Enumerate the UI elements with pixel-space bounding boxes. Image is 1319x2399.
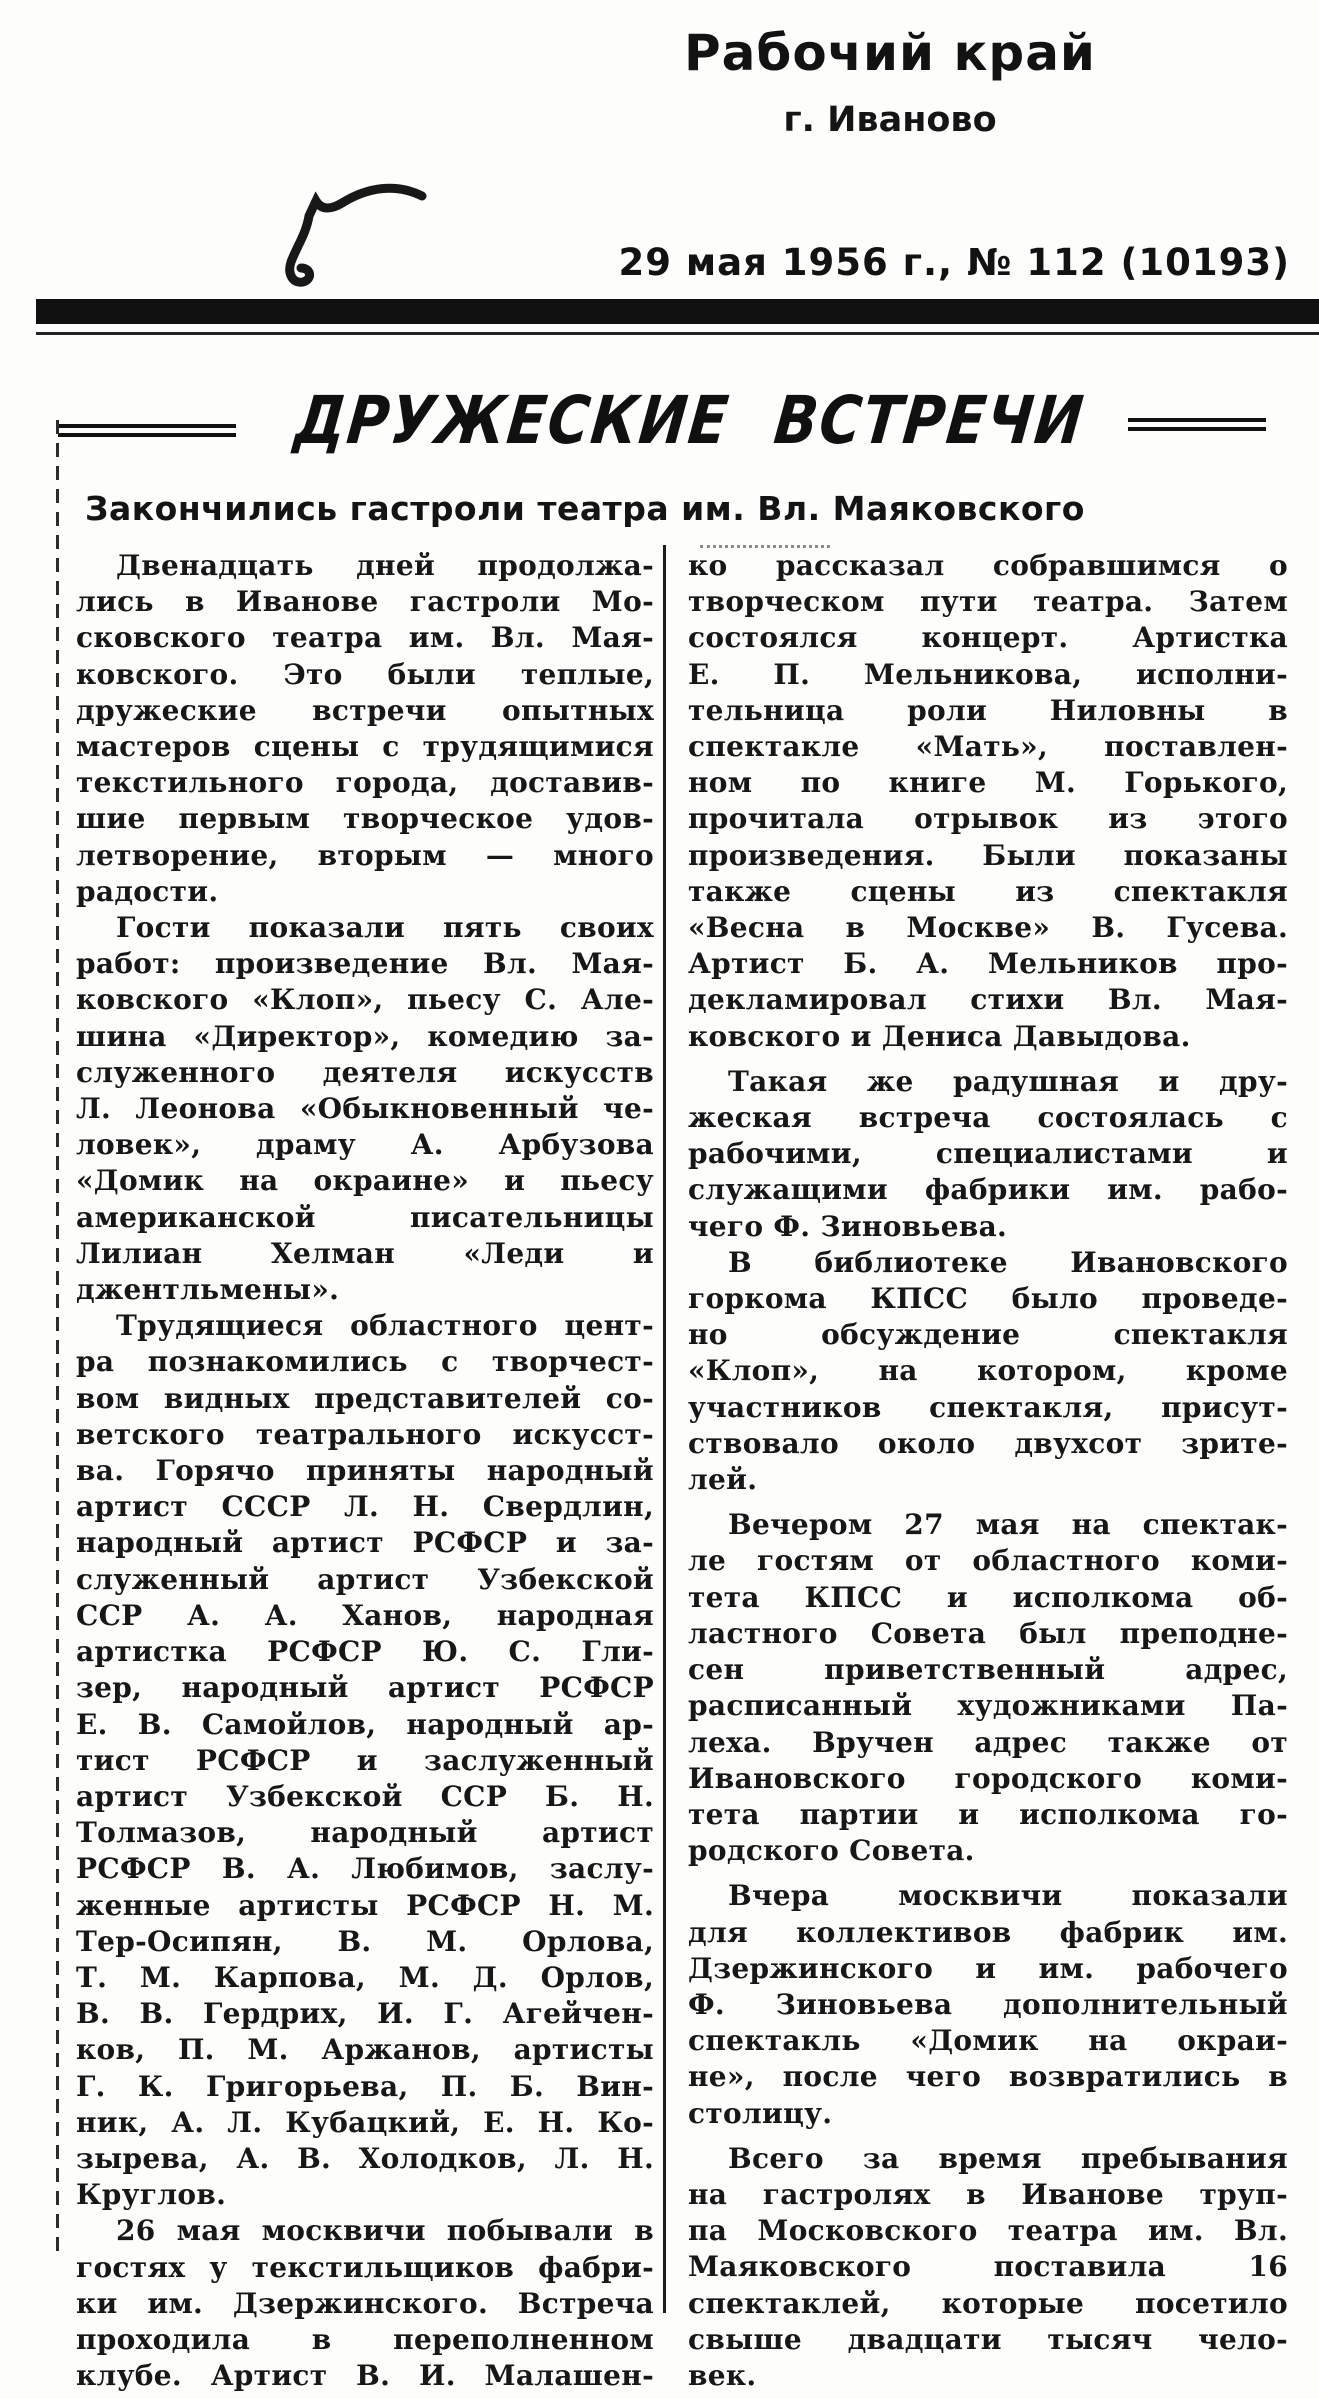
text-line: па Московского театра им. Вл.: [688, 2214, 1288, 2248]
text-line: чего Ф. Зиновьева.: [688, 1209, 1008, 1243]
text-line: ков, П. М. Аржанов, артисты: [76, 2033, 654, 2067]
text-line: гостях у текстильщиков фабри-: [76, 2250, 654, 2284]
text-line: Круглов.: [76, 2178, 227, 2212]
text-line: артистка РСФСР Ю. С. Гли-: [76, 1635, 654, 1669]
text-line: «Домик на окраине» и пьесу: [76, 1164, 654, 1198]
text-line: Лилиан Хелман «Леди и: [76, 1236, 654, 1270]
text-line: мастеров сцены с трудящимися: [76, 730, 654, 764]
text-line: Ивановского городского коми-: [688, 1761, 1288, 1795]
text-line: Маяковского поставила 16: [688, 2250, 1288, 2284]
text-line: «Клоп», на котором, кроме: [688, 1354, 1288, 1388]
text-line: ковского «Клоп», пьесу С. Але-: [76, 983, 654, 1017]
text-line: зер, народный артист РСФСР: [76, 1671, 654, 1705]
text-line: Т. М. Карпова, М. Д. Орлов,: [76, 1960, 654, 1994]
text-line: артист Узбекской ССР Б. Н.: [76, 1779, 654, 1813]
text-line: служенного деятеля искусств: [76, 1055, 654, 1089]
divider-bar-thick: [36, 299, 1319, 324]
text-line: ва. Горячо приняты народный: [76, 1454, 654, 1488]
text-line: джентльмены».: [76, 1273, 340, 1307]
text-line: декламировал стихи Вл. Мая-: [688, 983, 1288, 1017]
newspaper-city: г. Иваново: [783, 100, 997, 140]
text-line: артист СССР Л. Н. Свердлин,: [76, 1490, 654, 1524]
text-line: ловек», драму А. Арбузова: [76, 1128, 654, 1162]
text-line: шина «Директор», комедию за-: [76, 1019, 654, 1053]
text-line: Трудящиеся областного цент-: [116, 1309, 654, 1343]
text-line: вом видных представителей со-: [76, 1381, 654, 1415]
text-line: тета партии и исполкома го-: [688, 1797, 1288, 1831]
text-line: В библиотеке Ивановского: [728, 1245, 1288, 1279]
text-line: служенный артист Узбекской: [76, 1562, 654, 1596]
text-line: столицу.: [688, 2096, 833, 2130]
text-line: не», после чего возвратились в: [688, 2060, 1288, 2094]
text-line: ра познакомились с творчест-: [76, 1345, 654, 1379]
text-line: ном по книге М. Горького,: [688, 766, 1288, 800]
headline-rule-left: [58, 424, 236, 437]
text-line: Г. К. Григорьева, П. Б. Вин-: [76, 2069, 654, 2103]
text-line: свыше двадцати тысяч чело-: [688, 2322, 1288, 2356]
newspaper-title: Рабочий край: [684, 24, 1096, 82]
text-line: состоялся концерт. Артистка: [688, 621, 1288, 655]
text-line: ко рассказал собравшимся о: [688, 549, 1288, 582]
clipping-edge-line: [56, 420, 59, 2260]
text-line: 26 мая москвичи побывали в: [116, 2214, 654, 2248]
article-column-right: [688, 548, 1288, 2394]
text-line: Вчера москвичи показали: [728, 1879, 1288, 1913]
text-line: ковского. Это были теплые,: [76, 657, 654, 691]
column-divider-rule: [663, 545, 666, 2313]
text-line: Всего за время пребывания: [728, 2141, 1288, 2175]
text-line: Тер-Осипян, В. М. Орлова,: [76, 1924, 654, 1958]
text-line: также сцены из спектакля: [688, 874, 1288, 908]
text-line: лей.: [688, 1463, 758, 1497]
text-line: Вечером 27 мая на спектак-: [728, 1508, 1288, 1542]
text-line: Двенадцать дней продолжа-: [116, 549, 654, 582]
text-line: ник, А. Л. Кубацкий, Е. Н. Ко-: [76, 2105, 654, 2139]
divider-line-thin: [36, 332, 1319, 335]
text-line: РСФСР В. А. Любимов, заслу-: [76, 1852, 654, 1886]
subheadline: Закончились гастроли театра им. Вл. Маяковского: [85, 489, 1085, 528]
issue-dateline: 29 мая 1956 г., № 112 (10193): [618, 241, 1290, 284]
text-line: дружеские встречи опытных: [76, 693, 654, 727]
text-line: ковского и Дениса Давыдова.: [688, 1019, 1191, 1053]
text-line: текстильного города, доставив-: [76, 766, 654, 800]
text-line: Такая же радушная и дру-: [728, 1064, 1288, 1098]
text-line: Гости показали пять своих: [116, 911, 654, 945]
text-line: народный артист РСФСР и за-: [76, 1526, 654, 1560]
text-line: сен приветственный адрес,: [688, 1653, 1288, 1687]
text-line: сковского театра им. Вл. Мая-: [76, 621, 654, 655]
text-line: горкома КПСС было проведе-: [688, 1282, 1288, 1316]
text-line: родского Совета.: [688, 1834, 975, 1868]
text-line: Е. П. Мельникова, исполни-: [688, 657, 1288, 691]
text-line: работ: произведение Вл. Мая-: [76, 947, 654, 981]
text-line: произведения. Были показаны: [688, 838, 1288, 872]
text-line: участников спектакля, присут-: [688, 1390, 1288, 1424]
text-line: век.: [688, 2358, 757, 2392]
text-line: но обсуждение спектакля: [688, 1318, 1288, 1352]
text-line: шие первым творческое удов-: [76, 802, 654, 836]
text-line: тельница роли Ниловны в: [688, 693, 1288, 727]
text-line: зырева, А. В. Холодков, Л. Н.: [76, 2141, 654, 2175]
headline-rule-right: [1128, 418, 1266, 431]
text-line: творческом пути театра. Затем: [688, 585, 1288, 619]
text-line: Толмазов, народный артист: [76, 1816, 654, 1850]
text-line: спектаклей, которые посетило: [688, 2286, 1288, 2320]
text-line: прочитала отрывок из этого: [688, 802, 1288, 836]
text-line: расписанный художниками Па-: [688, 1689, 1288, 1723]
text-line: женные артисты РСФСР Н. М.: [76, 1888, 654, 1922]
text-line: Дзержинского и им. рабочего: [688, 1951, 1288, 1985]
text-line: спектакле «Мать», поставлен-: [688, 730, 1288, 764]
text-line: на гастролях в Иванове труп-: [688, 2177, 1288, 2211]
text-line: жеская встреча состоялась с: [688, 1101, 1288, 1135]
text-line: лись в Иванове гастроли Мо-: [76, 585, 654, 619]
text-line: «Весна в Москве» В. Гусева.: [688, 911, 1288, 945]
text-line: тист РСФСР и заслуженный: [76, 1743, 654, 1777]
text-line: ветского театрального искусст-: [76, 1417, 654, 1451]
text-line: клубе. Артист В. И. Малашен-: [76, 2359, 654, 2393]
text-line: радости.: [76, 874, 219, 908]
text-line: Е. В. Самойлов, народный ар-: [76, 1707, 654, 1741]
text-line: ки им. Дзержинского. Встреча: [76, 2286, 654, 2320]
text-line: американской писательницы: [76, 1200, 654, 1234]
text-line: для коллективов фабрик им.: [688, 1915, 1288, 1949]
text-line: ластного Совета был преподне-: [688, 1616, 1288, 1650]
text-line: В. В. Гердрих, И. Г. Агейчен-: [76, 1997, 654, 2031]
text-line: тета КПСС и исполкома об-: [688, 1580, 1288, 1614]
text-line: Л. Леонова «Обыкновенный че-: [76, 1092, 654, 1126]
article-column-left: [76, 548, 654, 2394]
headline: ДРУЖЕСКИЕ ВСТРЕЧИ: [291, 382, 1089, 459]
text-line: спектакль «Домик на окраи-: [688, 2024, 1288, 2058]
text-line: летворение, вторым — много: [76, 838, 654, 872]
text-line: Артист Б. А. Мельников про-: [688, 947, 1288, 981]
text-line: Ф. Зиновьева дополнительный: [688, 1987, 1288, 2021]
text-line: леха. Вручен адрес также от: [688, 1725, 1288, 1759]
text-line: ле гостям от областного коми-: [688, 1544, 1288, 1578]
text-line: ССР А. А. Ханов, народная: [76, 1598, 654, 1632]
text-line: проходила в переполненном: [76, 2322, 654, 2356]
text-line: служащими фабрики им. рабо-: [688, 1173, 1288, 1207]
text-line: ствовало около двухсот зрите-: [688, 1426, 1288, 1460]
text-line: рабочими, специалистами и: [688, 1137, 1288, 1171]
